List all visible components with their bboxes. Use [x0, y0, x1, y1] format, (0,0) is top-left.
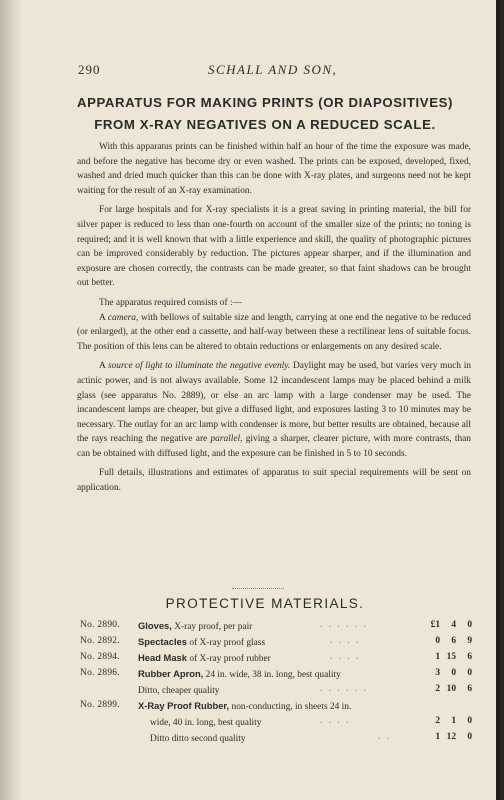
paragraph-camera [77, 311, 471, 355]
item-name: Spectacles [138, 636, 187, 647]
camera-prefix: A [99, 312, 108, 323]
price-pounds: 0 [435, 636, 440, 646]
price-pence: 0 [467, 732, 472, 742]
item-price [420, 668, 472, 678]
leader-dots: . . . . [330, 636, 361, 646]
item-price [420, 732, 472, 742]
price-list-item [80, 700, 480, 716]
price-pence: 0 [467, 668, 472, 678]
price-pence: 6 [467, 652, 472, 662]
item-name: Rubber Apron, [138, 668, 204, 679]
price-shillings: 15 [446, 652, 456, 662]
item-detail: 24 in. wide, 38 in. long, best quality [203, 670, 341, 680]
running-title: SCHALL AND SON, [208, 62, 338, 77]
paragraph-light-source [77, 359, 471, 461]
price-pounds: 2 [435, 684, 440, 694]
paragraph-full-details: Full details, illustrations and estimates of apparatus to suit special requirements will be sent on application. [77, 468, 471, 494]
light-prefix: A [99, 361, 108, 372]
item-description [150, 732, 246, 744]
right-edge [496, 0, 500, 800]
catalogue-number: No. 2899. [80, 700, 120, 710]
item-detail: of X-ray proof rubber [186, 654, 271, 664]
item-description [138, 636, 265, 648]
main-heading-line-1: APPARATUS FOR MAKING PRINTS (OR DIAPOSITIVES) [77, 95, 453, 110]
light-source-term: source of light to illuminate the negative evenly. [107, 361, 291, 372]
camera-text: with bellows of suitable size and length, carrying at one end the negative to be reduced (or enlarged), at the other end a cassette, and half-way between these a rectilinear lens of suitable focus. The position of this lens can be altered to obtain reductions or enlargements on any desired scale. [77, 312, 471, 352]
price-pounds: 1 [435, 652, 440, 662]
catalogue-number: No. 2892. [80, 636, 120, 646]
item-description [150, 716, 261, 728]
body-text [77, 140, 471, 496]
page-number: 290 [78, 62, 101, 77]
light-text: Daylight may be used, but varies very much in actinic power, and is not always available. Some 12 incandescent lamps may be placed behind a milk glass (see apparatus No. 2889), or else an arc lamp with a large condenser may be used. The incandescent lamps are cheaper, but give a diffused light, and exposures lasting 3 to 10 minutes may be necessary. The outlay for an arc lamp with condenser is more, but better results are obtained, because all the rays reaching the negative are [77, 361, 471, 445]
price-list-item [80, 620, 480, 636]
price-pence: 0 [467, 716, 472, 726]
item-price [420, 636, 472, 646]
item-price [420, 716, 472, 726]
price-pounds: 3 [435, 668, 440, 678]
price-list-item [80, 732, 480, 748]
price-shillings: 6 [451, 636, 456, 646]
item-detail: of X-ray proof glass [187, 638, 266, 648]
catalogue-number: No. 2896. [80, 668, 120, 678]
item-detail: Ditto, cheaper quality [138, 686, 220, 696]
item-description [138, 652, 271, 664]
leader-dots: . . [378, 732, 392, 742]
item-detail: Ditto ditto second quality [150, 734, 246, 744]
item-price [420, 684, 472, 694]
price-shillings: 1 [451, 716, 456, 726]
item-description [138, 684, 219, 696]
catalogue-number: No. 2890. [80, 620, 120, 630]
paragraph-apparatus-required: The apparatus required consists of :— [99, 297, 242, 308]
catalogue-number: No. 2894. [80, 652, 120, 662]
leader-dots: . . . . [320, 716, 351, 726]
price-list-item [80, 636, 480, 652]
item-detail: X-ray proof, per pair [171, 622, 253, 632]
page-gutter-shadow [0, 0, 22, 800]
leader-dots: . . . . . . [320, 684, 368, 694]
price-list-item [80, 652, 480, 668]
main-heading-line-2: FROM X-RAY NEGATIVES ON A REDUCED SCALE. [94, 117, 436, 132]
item-description [138, 620, 252, 632]
paragraph-hospitals: For large hospitals and for X-ray specialists it is a great saving in printing material, the bill for silver paper is reduced to less than one-fourth on account of the smaller size of the prints; no toning is required; and it is well known that with a little experience and skill, the quality of photographic pictures can be improved considerably by reduction. The pictures appear sharper, and if the illumination and exposure are chosen correctly, the contrasts can be made greater, so that faint shadows can be brought out better. [77, 205, 471, 289]
price-pounds: £1 [430, 620, 440, 630]
paragraph-intro: With this apparatus prints can be finished within half an hour of the time the exposure was made, and before the negative has become dry or even washed. The prints can be exposed, developed, fixed, washed and dried much quicker than this can be done with X-ray plates, and surgeons need not be kept waiting for the result of an X-ray examination. [77, 142, 471, 196]
camera-term: camera, [107, 312, 139, 323]
price-list-item [80, 684, 480, 700]
price-pounds: 2 [435, 716, 440, 726]
item-description [138, 668, 341, 680]
item-price [420, 652, 472, 662]
price-shillings: 4 [451, 620, 456, 630]
running-header [78, 62, 448, 80]
section-divider [232, 588, 284, 589]
price-list-item [80, 668, 480, 684]
price-pence: 9 [467, 636, 472, 646]
section-title: PROTECTIVE MATERIALS. [165, 596, 365, 611]
item-detail: non-conducting, in sheets 24 in. [229, 702, 352, 712]
price-shillings: 0 [451, 668, 456, 678]
item-price [420, 620, 472, 630]
item-name: Gloves, [138, 620, 172, 631]
parallel-term: parallel, [210, 434, 243, 445]
item-detail: wide, 40 in. long, best quality [150, 718, 262, 728]
item-name: X-Ray Proof Rubber, [138, 700, 230, 711]
price-shillings: 12 [446, 732, 456, 742]
light-text-end: giving a sharper, clearer picture, with more contrasts, than can be obtained with diffused light, and the exposure can be finished in 5 to 10 seconds. [77, 434, 471, 459]
leader-dots: . . . . [330, 652, 361, 662]
price-pence: 0 [467, 620, 472, 630]
price-pounds: 1 [435, 732, 440, 742]
item-name: Head Mask [138, 652, 187, 663]
item-description [138, 700, 351, 712]
price-shillings: 10 [446, 684, 456, 694]
price-list-item [80, 716, 480, 732]
leader-dots: . . . . . . [320, 620, 368, 630]
price-pence: 6 [467, 684, 472, 694]
